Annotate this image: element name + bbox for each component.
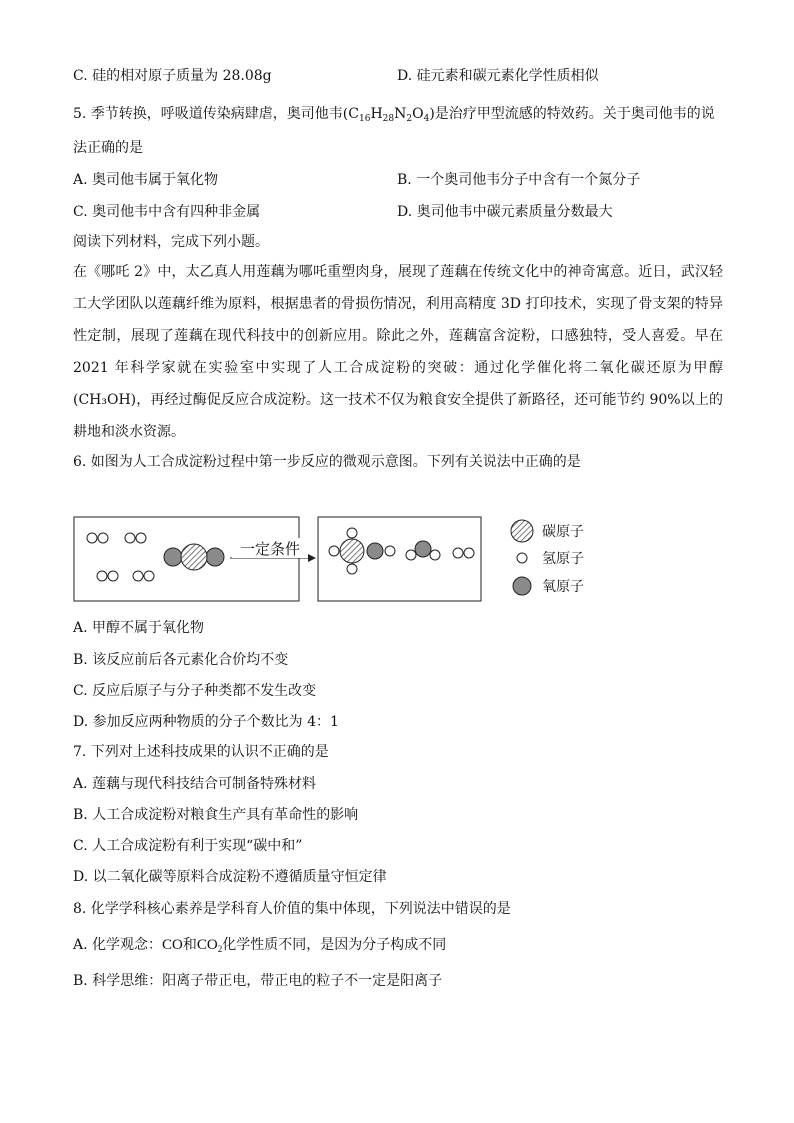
legend-carbon-label: 碳原子 <box>542 524 584 540</box>
legend-oxygen-label: 氧原子 <box>542 579 584 595</box>
q5-option-a: A. 奥司他韦属于氧化物 <box>73 172 219 188</box>
q6-option-c: C. 反应后原子与分子种类都不发生改变 <box>73 683 317 699</box>
q6-stem: 6. 如图为人工合成淀粉过程中第一步反应的微观示意图。下列有关说法中正确的是 <box>73 454 581 470</box>
q5-option-c: C. 奥司他韦中含有四种非金属 <box>73 204 261 220</box>
q5-stem-line2: 法正确的是 <box>73 140 143 156</box>
q8-stem: 8. 化学学科核心素养是学科育人价值的集中体现，下列说法中错误的是 <box>73 901 511 917</box>
q6-option-b: B. 该反应前后各元素化合价均不变 <box>73 652 289 668</box>
q5-stem-post: )是治疗甲型流感的特效药。关于奥司他韦的说 <box>429 106 715 122</box>
legend-oxygen-icon <box>513 577 531 595</box>
reaction-arrow-head <box>308 554 316 562</box>
q8-option-a: A. 化学观念：CO和$CO_2$化学性质不同，是因为分子构成不同 <box>73 937 447 954</box>
reaction-condition: 一定条件 <box>239 540 301 558</box>
legend <box>511 520 584 595</box>
q7-option-a: A. 莲藕与现代科技结合可制备特殊材料 <box>73 776 317 792</box>
reading-passage: 在《哪吒 2》中，太乙真人用莲藕为哪吒重塑肉身，展现了莲藕在传统文化中的神奇寓意。近日，武汉轻工大学团队以莲藕纤维为原料，根据患者的骨损伤情况，利用高精度 3D 打印技术，实现了骨支架的特异性定制，展现了莲藕在现代科技中的创新应用。除此之外，莲藕富含淀粉，口感独特，受人喜爱。早在 2021 年科学家就在实验室中实现了人工合成淀粉的突破：通过化学催化将二氧化碳还原为甲醇(CH₃OH)，再经过酶促反应合成淀粉。这一技术不仅为粮食安全提供了新路径，还可能节约 90%以上的耕地和淡水资源。 <box>73 264 723 440</box>
q5-stem <box>73 104 715 124</box>
q7-stem: 7. 下列对上述科技成果的认识不正确的是 <box>73 744 329 760</box>
legend-hydrogen-icon <box>517 553 527 563</box>
q4-option-c: C. 硅的相对原子质量为 28.08g <box>73 68 272 84</box>
legend-hydrogen-label: 氢原子 <box>542 551 584 567</box>
co-formula: CO <box>162 937 183 953</box>
reaction-diagram <box>70 505 630 605</box>
q5-stem-pre: 5. 季节转换，呼吸道传染病肆虐，奥司他韦( <box>73 106 349 122</box>
co2-formula: $CO_2$ <box>196 937 223 954</box>
q5-option-b: B. 一个奥司他韦分子中含有一个氮分子 <box>397 172 641 188</box>
q8-option-b: B. 科学思维：阳离子带正电，带正电的粒子不一定是阳离子 <box>73 973 443 989</box>
q6-option-a: A. 甲醇不属于氧化物 <box>73 620 205 636</box>
q7-option-b: B. 人工合成淀粉对粮食生产具有革命性的影响 <box>73 807 359 823</box>
q5-option-d: D. 奥司他韦中碳元素质量分数最大 <box>397 204 613 220</box>
reading-intro: 阅读下列材料，完成下列小题。 <box>73 234 269 250</box>
q6-option-d: D. 参加反应两种物质的分子个数比为 4：1 <box>73 714 339 730</box>
q7-option-c: C. 人工合成淀粉有利于实现“碳中和” <box>73 838 303 854</box>
legend-carbon-icon <box>511 520 533 542</box>
q7-option-d: D. 以二氧化碳等原料合成淀粉不遵循质量守恒定律 <box>73 869 387 885</box>
co2-molecule <box>164 544 224 570</box>
q4-option-d: D. 硅元素和碳元素化学性质相似 <box>397 68 599 84</box>
q5-formula: $C_{16}H_{28}N_2O_4$ <box>348 106 430 124</box>
